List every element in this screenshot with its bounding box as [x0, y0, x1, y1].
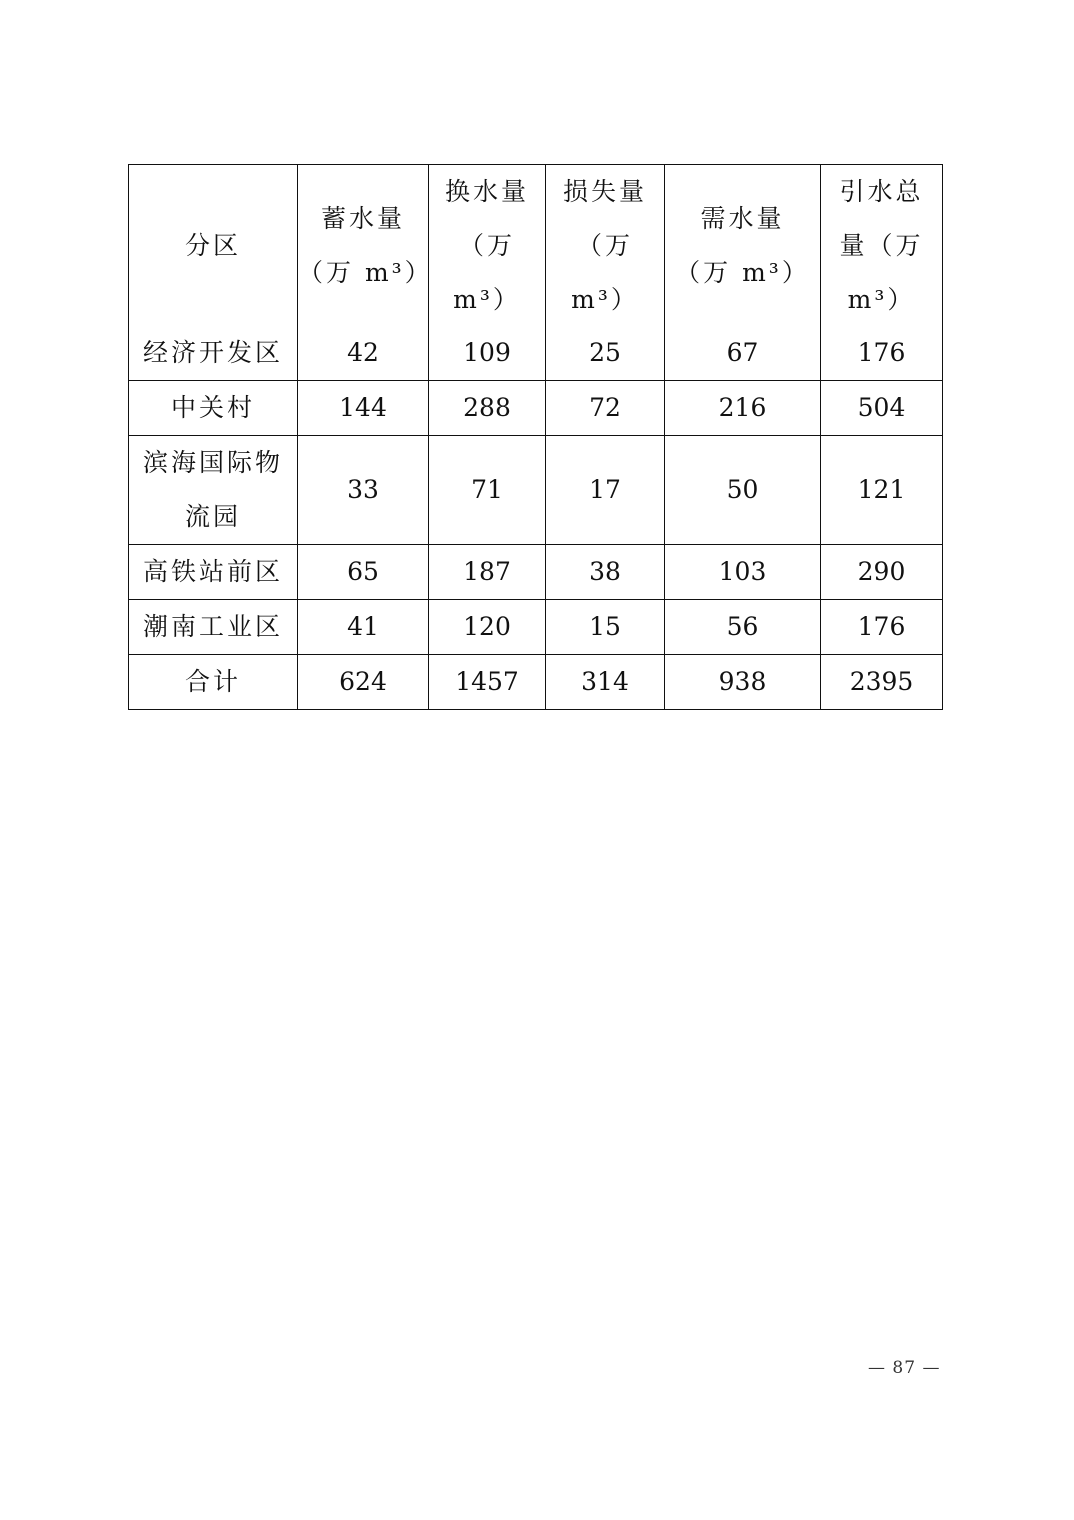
demand-value: 103 [665, 545, 821, 600]
exchange-value: 187 [429, 545, 546, 600]
region-name: 经济开发区 [142, 338, 283, 367]
header-loss-cell [546, 165, 665, 381]
exchange-value: 288 [429, 381, 546, 436]
header-demand-cell [665, 165, 821, 381]
storage-total: 624 [298, 655, 429, 710]
loss-value: 72 [546, 381, 665, 436]
header-demand: 需水量 （万 m³） [675, 204, 810, 287]
loss-value: 17 [546, 436, 665, 545]
storage-value: 144 [298, 381, 429, 436]
table-row [129, 600, 943, 655]
diversion-value: 504 [821, 381, 943, 436]
loss-total: 314 [546, 655, 665, 710]
page-number: — 87 — [868, 1358, 941, 1378]
header-diversion-cell [821, 165, 943, 381]
exchange-total: 1457 [429, 655, 546, 710]
table-row [129, 545, 943, 600]
diversion-value: 176 [821, 600, 943, 655]
demand-value: 50 [665, 436, 821, 545]
diversion-total: 2395 [821, 655, 943, 710]
water-volume-table [128, 164, 943, 710]
header-exchange-cell [429, 165, 546, 381]
header-storage-cell [298, 165, 433, 381]
diversion-value: 176 [857, 338, 906, 367]
storage-value: 42 [347, 338, 379, 367]
storage-value: 41 [298, 600, 429, 655]
loss-value: 15 [546, 600, 665, 655]
table-header-row [129, 165, 943, 381]
demand-value: 56 [665, 600, 821, 655]
region-name: 高铁站前区 [129, 545, 298, 600]
region-name: 滨海国际物 流园 [129, 436, 298, 545]
table-total-row [129, 655, 943, 710]
exchange-value: 120 [429, 600, 546, 655]
region-name: 潮南工业区 [129, 600, 298, 655]
total-label: 合计 [129, 655, 298, 710]
demand-total: 938 [665, 655, 821, 710]
header-loss: 损失量 （万 m³） [562, 177, 647, 314]
demand-value: 216 [665, 381, 821, 436]
loss-value: 25 [589, 338, 621, 367]
demand-value: 67 [726, 338, 759, 367]
exchange-value: 109 [463, 338, 511, 367]
header-region: 分区 [184, 231, 241, 260]
header-storage: 蓄水量 （万 m³） [298, 204, 433, 287]
header-region-cell [129, 165, 298, 381]
table-row [129, 436, 943, 545]
diversion-value: 121 [821, 436, 943, 545]
loss-value: 38 [546, 545, 665, 600]
header-diversion: 引水总 量（万 m³） [839, 177, 924, 314]
region-name: 中关村 [129, 381, 298, 436]
storage-value: 33 [298, 436, 429, 545]
diversion-value: 290 [821, 545, 943, 600]
storage-value: 65 [298, 545, 429, 600]
header-exchange: 换水量 （万 m³） [444, 177, 529, 314]
exchange-value: 71 [429, 436, 546, 545]
table-row [129, 381, 943, 436]
